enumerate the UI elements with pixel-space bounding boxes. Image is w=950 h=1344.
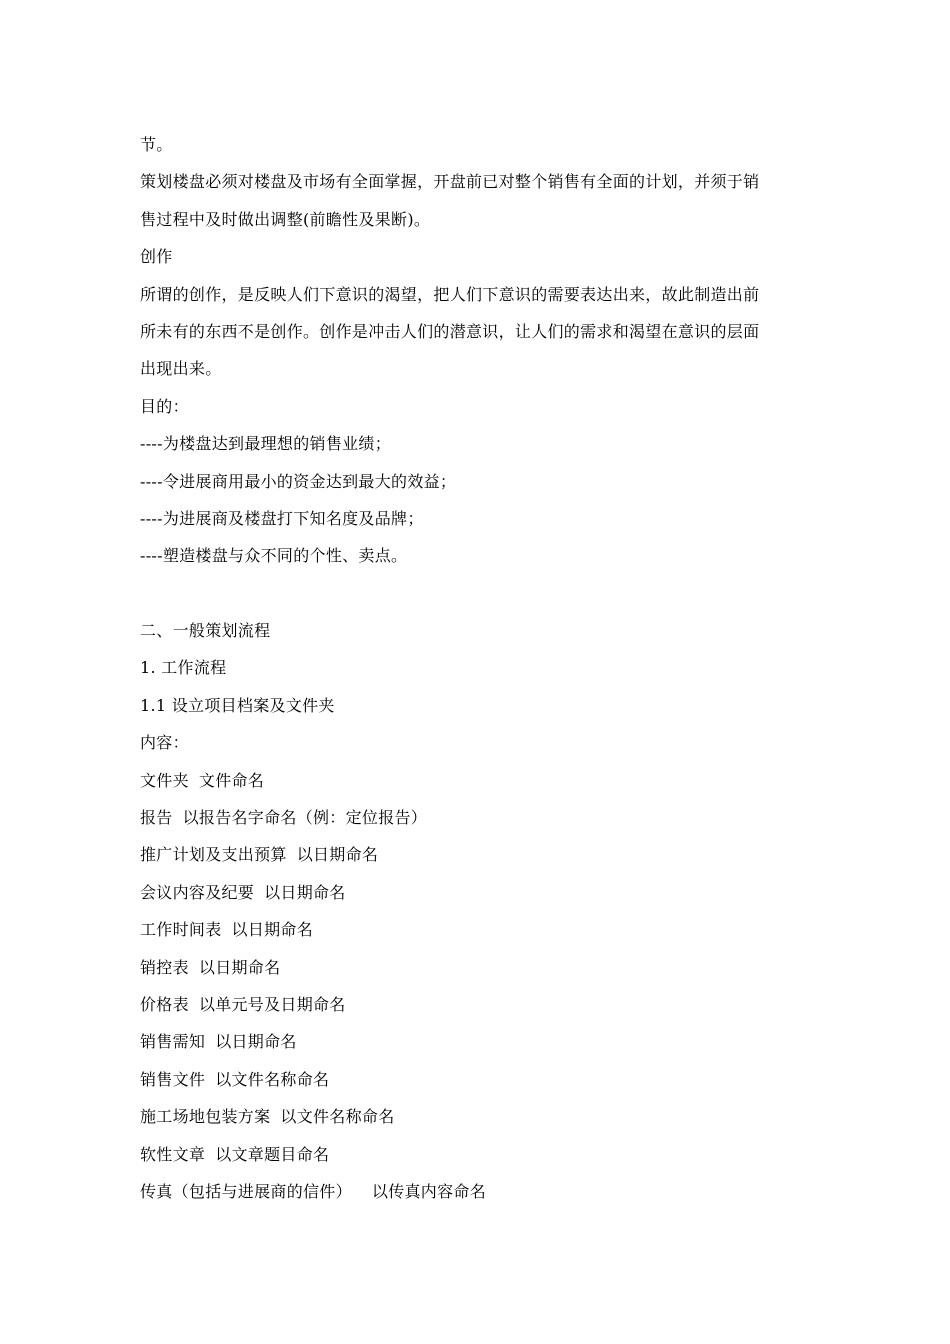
section-heading: 二、一般策划流程: [140, 621, 271, 641]
subheading-creation: 创作: [140, 247, 173, 267]
document-body: [140, 126, 820, 1210]
list-item: ----令进展商用最小的资金达到最大的效益；: [140, 471, 457, 491]
naming-rule: 以日期命名: [215, 1032, 297, 1052]
naming-rule: 以单元号及日期命名: [198, 994, 346, 1014]
list-item: [140, 836, 820, 873]
text-line: 出现出来。: [140, 359, 222, 379]
subsection-heading: 1. 工作流程: [140, 658, 227, 678]
list-item: [140, 1023, 820, 1060]
text-line: 节。: [140, 135, 173, 154]
naming-rule: 以传真内容命名: [371, 1181, 487, 1201]
naming-rule: 以日期命名: [264, 882, 346, 902]
naming-rule: 以文章题目命名: [215, 1144, 330, 1164]
naming-rule: 以日期命名: [231, 920, 314, 940]
content-label: 内容：: [140, 733, 189, 753]
file-type: 工作时间表: [140, 920, 222, 940]
naming-rule: 以报告名字命名（例：定位报告）: [182, 808, 428, 828]
blank-line: [140, 575, 820, 612]
file-type: 传真（包括与进展商的信件）: [140, 1181, 352, 1201]
list-item: [140, 911, 820, 948]
list-item: [140, 1098, 820, 1135]
naming-rule: 以日期命名: [198, 957, 281, 977]
subheading-purpose: 目的：: [140, 396, 189, 416]
text-line: 所未有的东西不是创作。创作是冲击人们的潜意识，让人们的需求和渴望在意识的层面: [140, 321, 760, 341]
file-type: 销控表: [140, 957, 189, 977]
list-item: [140, 799, 820, 836]
list-item: [140, 986, 820, 1023]
text-line: 售过程中及时做出调整(前瞻性及果断)。: [140, 209, 431, 229]
naming-rule: 以文件名称命名: [280, 1107, 395, 1127]
file-type: 推广计划及支出预算: [140, 845, 287, 865]
list-item: ----为进展商及楼盘打下知名度及品牌；: [140, 508, 424, 528]
file-type: 报告: [140, 808, 173, 828]
text-line: 所谓的创作，是反映人们下意识的渴望，把人们下意识的需要表达出来，故此制造出前: [140, 284, 760, 304]
file-type: 文件夹: [140, 770, 189, 790]
list-item: [140, 874, 820, 911]
list-item: [140, 949, 820, 986]
file-type: 软性文章: [140, 1144, 206, 1164]
list-item: [140, 1061, 820, 1098]
file-type: 价格表: [140, 994, 189, 1014]
file-type: 销售文件: [140, 1069, 206, 1089]
text-line: 策划楼盘必须对楼盘及市场有全面掌握，开盘前已对整个销售有全面的计划，并须于销: [140, 172, 760, 192]
list-item: ----塑造楼盘与众不同的个性、卖点。: [140, 546, 408, 566]
list-item: [140, 1173, 820, 1210]
list-item: ----为楼盘达到最理想的销售业绩；: [140, 434, 392, 454]
naming-rule: 以日期命名: [296, 845, 379, 865]
file-type: 会议内容及纪要: [140, 882, 255, 902]
list-item: [140, 762, 820, 799]
naming-rule: 以文件名称命名: [215, 1069, 330, 1089]
file-type: 销售需知: [140, 1032, 206, 1052]
naming-rule: 文件命名: [198, 770, 265, 790]
subsection-heading: 1.1 设立项目档案及文件夹: [140, 695, 335, 715]
list-item: [140, 1136, 820, 1173]
file-type: 施工场地包装方案: [140, 1107, 271, 1127]
